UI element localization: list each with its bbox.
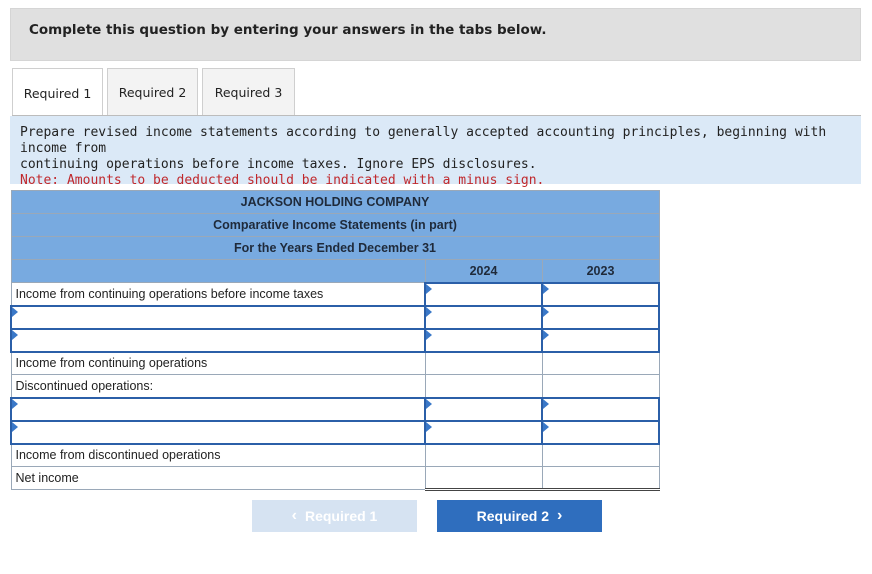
instructions-panel — [10, 116, 861, 188]
amount-input-2024[interactable] — [425, 352, 542, 375]
amount-input-2023[interactable] — [542, 444, 659, 467]
amount-input-2024[interactable] — [425, 283, 542, 306]
table-row — [11, 329, 659, 352]
row-label: Discontinued operations: — [11, 375, 425, 398]
header-text: Complete this question by entering your answers in the tabs below. — [29, 22, 547, 38]
empty-cell — [425, 375, 542, 398]
table-row — [11, 375, 659, 398]
table-row — [11, 306, 659, 329]
amount-input-2024[interactable] — [425, 421, 542, 444]
chevron-left-icon: ‹ — [291, 507, 297, 524]
income-statement-table — [10, 190, 660, 491]
amount-input-2024[interactable] — [425, 329, 542, 352]
label-column-header — [11, 260, 425, 283]
dropdown-marker-icon — [543, 307, 549, 317]
amount-input-2023[interactable] — [542, 306, 659, 329]
statement-period: For the Years Ended December 31 — [11, 237, 659, 260]
table-row — [11, 421, 659, 444]
column-header-2024: 2024 — [425, 260, 542, 283]
row-label: Income from continuing operations — [11, 352, 425, 375]
instruction-line-2: continuing operations before income taxes. Ignore EPS disclosures. — [20, 157, 537, 172]
amount-input-2023[interactable] — [542, 329, 659, 352]
previous-button-label: Required 1 — [304, 508, 378, 524]
tab-required-3[interactable] — [202, 68, 295, 116]
amount-input-2024[interactable] — [425, 444, 542, 467]
table-row — [11, 352, 659, 375]
amount-input-2024[interactable] — [425, 467, 542, 490]
amount-input-2024[interactable] — [425, 306, 542, 329]
label-select[interactable] — [11, 306, 425, 329]
table-row — [11, 283, 659, 306]
dropdown-marker-icon — [12, 330, 18, 340]
instruction-note: Note: Amounts to be deducted should be indicated with a minus sign. — [20, 173, 545, 188]
chevron-right-icon: › — [557, 507, 563, 524]
dropdown-marker-icon — [543, 422, 549, 432]
tab-label: Required 2 — [118, 85, 187, 100]
row-label: Income from discontinued operations — [11, 444, 425, 467]
dropdown-marker-icon — [426, 307, 432, 317]
previous-button[interactable] — [252, 500, 417, 532]
dropdown-marker-icon — [12, 307, 18, 317]
dropdown-marker-icon — [426, 422, 432, 432]
amount-input-2023[interactable] — [542, 398, 659, 421]
instruction-line-1: Prepare revised income statements according to generally accepted accounting principles, beginning with income from — [20, 125, 827, 156]
dropdown-marker-icon — [12, 399, 18, 409]
amount-input-2023[interactable] — [542, 467, 659, 490]
company-name: JACKSON HOLDING COMPANY — [11, 191, 659, 214]
amount-input-2023[interactable] — [542, 421, 659, 444]
table-row — [11, 444, 659, 467]
label-select[interactable] — [11, 398, 425, 421]
amount-input-2023[interactable] — [542, 283, 659, 306]
row-label: Net income — [11, 467, 425, 490]
tab-label: Required 1 — [23, 85, 92, 101]
tab-required-1[interactable] — [12, 68, 103, 117]
table-row — [11, 467, 659, 490]
dropdown-marker-icon — [426, 330, 432, 340]
empty-cell — [542, 375, 659, 398]
row-label: Income from continuing operations before income taxes — [11, 283, 425, 306]
instruction-header — [10, 8, 861, 61]
dropdown-marker-icon — [543, 284, 549, 294]
dropdown-marker-icon — [426, 284, 432, 294]
label-select[interactable] — [11, 421, 425, 444]
statement-title: Comparative Income Statements (in part) — [11, 214, 659, 237]
next-button[interactable] — [437, 500, 602, 532]
amount-input-2023[interactable] — [542, 352, 659, 375]
dropdown-marker-icon — [12, 422, 18, 432]
dropdown-marker-icon — [426, 399, 432, 409]
tab-label: Required 3 — [214, 85, 283, 100]
tab-required-2[interactable] — [107, 68, 198, 116]
table-row — [11, 398, 659, 421]
amount-input-2024[interactable] — [425, 398, 542, 421]
next-button-label: Required 2 — [476, 508, 550, 524]
dropdown-marker-icon — [543, 399, 549, 409]
label-select[interactable] — [11, 329, 425, 352]
dropdown-marker-icon — [543, 330, 549, 340]
column-header-2023: 2023 — [542, 260, 659, 283]
